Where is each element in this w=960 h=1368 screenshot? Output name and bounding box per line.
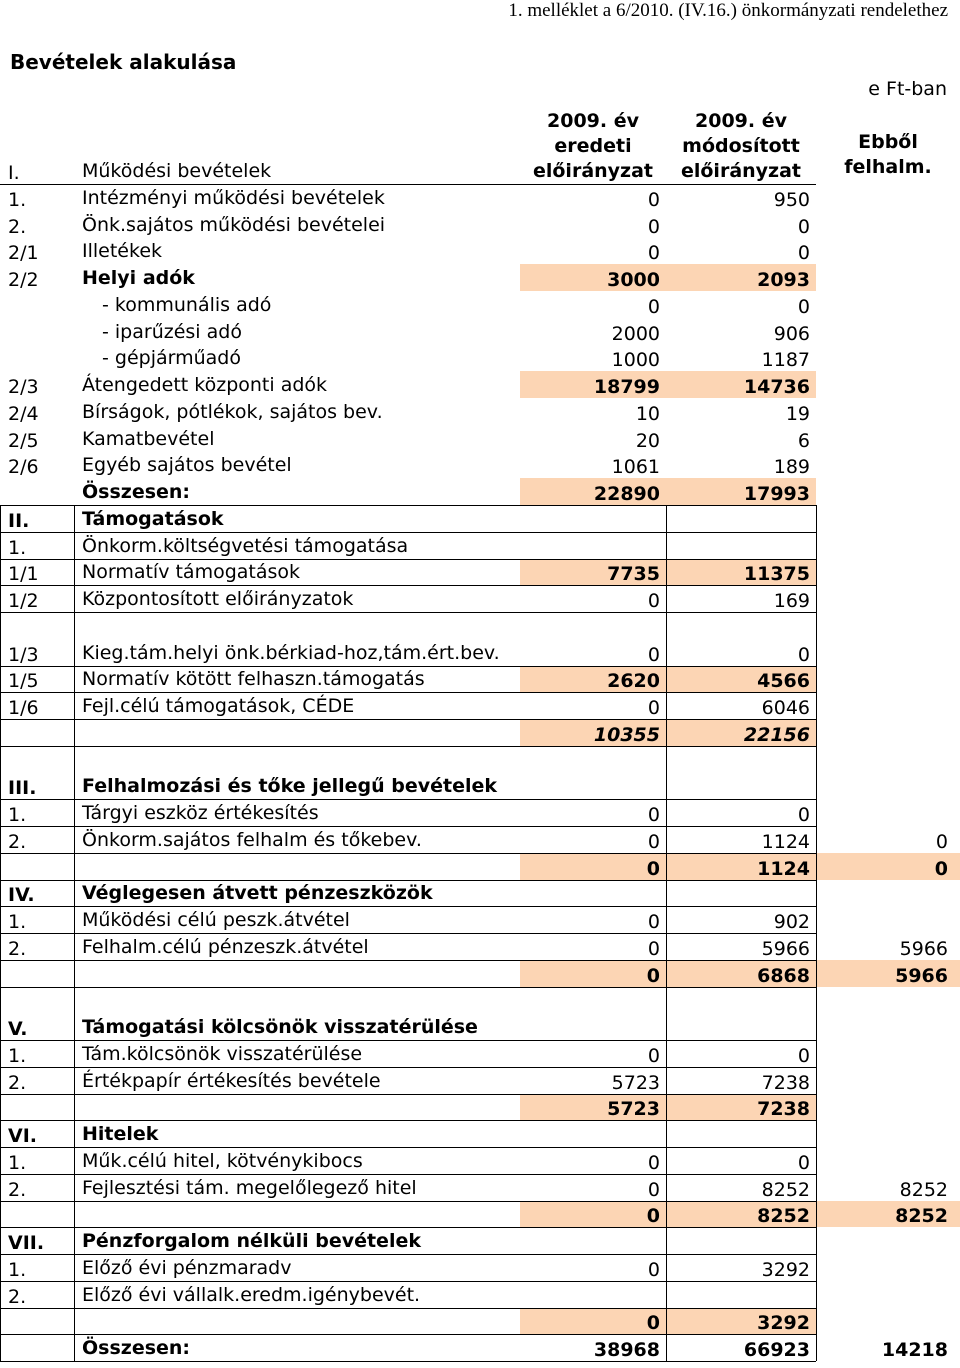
- row-label: [74, 1308, 520, 1335]
- grid-line: [0, 987, 816, 988]
- row-number: 2/1: [8, 242, 39, 265]
- row-label: [74, 853, 520, 880]
- original-value: [520, 505, 666, 532]
- section-title: Működési bevételek: [82, 160, 272, 182]
- grid-line: [0, 719, 816, 720]
- grid-line: [0, 826, 816, 827]
- capital-value: [816, 291, 960, 318]
- row-label: Hitelek: [82, 1123, 159, 1145]
- row-number: [0, 853, 74, 880]
- original-value: 0: [647, 937, 660, 960]
- modified-value: 22156: [666, 719, 816, 746]
- grid-line: [0, 960, 816, 961]
- table-row: [0, 425, 960, 452]
- capital-value: [816, 371, 960, 398]
- row-label: Előző évi vállalk.eredm.igénybevét.: [82, 1283, 421, 1306]
- row-number: II.: [8, 509, 30, 532]
- capital-value: [816, 719, 960, 746]
- row-label: Kamatbevétel: [82, 427, 215, 450]
- original-value: [520, 1227, 666, 1254]
- row-number: 1/1: [8, 563, 39, 586]
- modified-value: [666, 1281, 816, 1308]
- modified-value: 189: [773, 456, 810, 479]
- row-number: VII.: [8, 1232, 45, 1254]
- modified-value: 8252: [666, 1201, 816, 1228]
- capital-value: [816, 666, 960, 693]
- column-header-capital: Ebből felhalm.: [844, 131, 932, 178]
- grid-line: [0, 1040, 816, 1041]
- row-number: 1/5: [8, 670, 39, 693]
- original-value: 22890: [520, 478, 666, 505]
- row-label: - gépjárműadó: [102, 347, 241, 370]
- column-header-original: 2009. év eredeti előirányzat: [532, 110, 654, 182]
- modified-value: 0: [797, 643, 810, 666]
- row-number: 1.: [8, 1151, 27, 1174]
- row-label: - iparűzési adó: [102, 320, 242, 343]
- capital-value: [816, 692, 960, 719]
- modified-value: 8252: [761, 1178, 810, 1201]
- modified-value: 2093: [666, 264, 816, 291]
- original-value: 20: [635, 429, 660, 452]
- modified-value: [666, 880, 816, 907]
- capital-value: [816, 612, 960, 666]
- capital-value: [816, 559, 960, 586]
- original-value: [520, 880, 666, 907]
- original-value: 0: [647, 242, 660, 265]
- row-number: 1/2: [8, 590, 39, 612]
- row-label: - kommunális adó: [102, 293, 272, 316]
- original-value: 0: [647, 188, 660, 211]
- grid-line: [0, 933, 816, 934]
- modified-value: 66923: [743, 1339, 810, 1361]
- modified-value: 0: [797, 1151, 810, 1174]
- row-label: Véglegesen átvett pénzeszközök: [82, 882, 433, 905]
- row-label: Kieg.tám.helyi önk.bérkiad-hoz,tám.ért.bev.: [82, 641, 500, 664]
- original-value: 0: [647, 1044, 660, 1067]
- row-number: [0, 1094, 74, 1121]
- capital-value: [816, 1067, 960, 1094]
- row-label: Tám.kölcsönök visszatérülése: [82, 1042, 363, 1065]
- row-number: 1/6: [8, 697, 39, 719]
- grid-line: [0, 1281, 816, 1282]
- original-value: 1000: [611, 349, 660, 372]
- original-value: 0: [647, 1151, 660, 1174]
- row-label: Támogatások: [82, 507, 224, 530]
- modified-value: 0: [797, 242, 810, 265]
- modified-value: 1187: [761, 349, 810, 372]
- row-label: Felhalmozási és tőke jellegű bevételek: [82, 775, 498, 798]
- grid-line: [0, 853, 816, 854]
- row-number: VI.: [8, 1125, 37, 1147]
- grid-line: [0, 1067, 816, 1068]
- row-number: [0, 318, 74, 345]
- capital-value: [816, 452, 960, 479]
- original-value: 5723: [611, 1071, 660, 1094]
- capital-value: [816, 532, 960, 559]
- grid-line: [0, 1120, 816, 1121]
- original-value: 0: [647, 804, 660, 826]
- row-label: Önk.sajátos működési bevételei: [82, 213, 386, 236]
- grid-line: [0, 906, 816, 907]
- capital-value: [816, 211, 960, 238]
- row-number: 2.: [8, 830, 27, 853]
- capital-value: [816, 1281, 960, 1308]
- table-row: [0, 264, 960, 291]
- table-row: [0, 238, 960, 265]
- modified-value: 0: [797, 215, 810, 238]
- row-number: 1.: [8, 536, 27, 559]
- original-value: 0: [647, 295, 660, 318]
- column-header-modified: 2009. év módosított előirányzat: [680, 110, 802, 182]
- row-number: III.: [8, 777, 37, 800]
- row-label: Egyéb sajátos bevétel: [82, 454, 292, 477]
- row-number: 2/2: [8, 269, 39, 291]
- capital-value: [816, 987, 960, 1041]
- capital-value: 5966: [899, 937, 948, 960]
- row-label: Értékpapír értékesítés bevétele: [82, 1069, 381, 1092]
- original-value: 3000: [520, 264, 666, 291]
- row-label: Pénzforgalom nélküli bevételek: [82, 1230, 421, 1252]
- table-row: [0, 211, 960, 238]
- row-label: Normatív támogatások: [82, 561, 301, 584]
- original-value: 0: [647, 1178, 660, 1201]
- modified-value: 902: [773, 911, 810, 933]
- modified-value: 950: [773, 188, 810, 211]
- original-value: [520, 532, 666, 559]
- row-number: [0, 1308, 74, 1335]
- row-label: Illetékek: [82, 240, 163, 263]
- row-number: 2.: [8, 1285, 27, 1308]
- capital-value: [816, 238, 960, 265]
- capital-value: [816, 1094, 960, 1121]
- modified-value: 1124: [666, 853, 816, 880]
- modified-value: 7238: [761, 1071, 810, 1094]
- row-label: Önkorm.sajátos felhalm és tőkebev.: [82, 828, 422, 851]
- row-label: Összesen:: [82, 1337, 191, 1359]
- row-number: [0, 345, 74, 372]
- row-label: [74, 1094, 520, 1121]
- table-row: [0, 318, 960, 345]
- row-label: Intézményi működési bevételek: [82, 186, 385, 209]
- original-value: 0: [647, 697, 660, 719]
- original-value: [520, 987, 666, 1041]
- grid-line: [0, 184, 816, 185]
- capital-value: 8252: [816, 1201, 960, 1228]
- original-value: 0: [520, 853, 666, 880]
- row-label: Helyi adók: [82, 267, 195, 289]
- original-value: 2000: [611, 322, 660, 345]
- modified-value: 5966: [761, 937, 810, 960]
- capital-value: 8252: [899, 1178, 948, 1201]
- row-number: 1.: [8, 1044, 27, 1067]
- original-value: [520, 1281, 666, 1308]
- unit-label: e Ft-ban: [868, 78, 947, 100]
- annex-note: 1. melléklet a 6/2010. (IV.16.) önkormányzati rendelethez: [508, 0, 948, 21]
- row-label: [74, 719, 520, 746]
- row-label: Előző évi pénzmaradv: [82, 1256, 292, 1279]
- capital-value: [816, 478, 960, 505]
- row-label: Fejl.célú támogatások, CÉDE: [82, 695, 355, 717]
- grid-line: [0, 612, 816, 613]
- row-number: [0, 478, 74, 505]
- capital-value: [816, 345, 960, 372]
- grid-line: [0, 880, 816, 881]
- modified-value: 19: [785, 402, 810, 425]
- capital-value: [816, 1120, 960, 1147]
- grid-line: [0, 1174, 816, 1175]
- modified-value: [666, 532, 816, 559]
- modified-value: 4566: [666, 666, 816, 693]
- grid-line: [0, 505, 1, 1361]
- row-label: Támogatási kölcsönök visszatérülése: [82, 1016, 478, 1038]
- original-value: [520, 1120, 666, 1147]
- grid-line: [0, 746, 816, 747]
- modified-value: 1124: [761, 830, 810, 853]
- row-label: Működési célú peszk.átvétel: [82, 909, 350, 931]
- revenue-table: [0, 104, 960, 1361]
- grid-line: [0, 692, 816, 693]
- grid-line: [816, 505, 817, 1361]
- capital-value: [816, 1040, 960, 1067]
- row-number: [0, 291, 74, 318]
- row-number: 2.: [8, 215, 27, 238]
- capital-value: [816, 1147, 960, 1174]
- grid-line: [0, 1227, 816, 1228]
- row-number: 1.: [8, 188, 27, 211]
- capital-value: [816, 906, 960, 933]
- table-row: [0, 478, 960, 505]
- table-row: [0, 398, 960, 425]
- row-label: [74, 1201, 520, 1228]
- original-value: 1061: [611, 456, 660, 479]
- capital-value: [816, 425, 960, 452]
- modified-value: [666, 746, 816, 800]
- capital-value: [816, 1308, 960, 1335]
- row-number: 1.: [8, 911, 27, 933]
- modified-value: 7238: [666, 1094, 816, 1121]
- grid-line: [0, 1201, 816, 1202]
- modified-value: [666, 987, 816, 1041]
- capital-value: [816, 1227, 960, 1254]
- capital-value: [816, 1254, 960, 1281]
- row-number: 1.: [8, 1258, 27, 1281]
- grid-line: [74, 505, 75, 1361]
- row-number: V.: [8, 1018, 28, 1040]
- grid-line: [0, 1334, 816, 1335]
- capital-value: 0: [935, 830, 948, 853]
- table-row: [0, 371, 960, 398]
- modified-value: 3292: [666, 1308, 816, 1335]
- row-number: 1/3: [8, 643, 39, 666]
- row-number: IV.: [8, 884, 35, 907]
- grid-line: [0, 1308, 816, 1309]
- table-row: [0, 345, 960, 372]
- grid-line: [0, 1147, 816, 1148]
- row-number: [0, 719, 74, 746]
- grid-line: [0, 505, 816, 506]
- row-number: 2.: [8, 937, 27, 960]
- row-label: Összesen:: [82, 481, 191, 503]
- modified-value: 0: [797, 295, 810, 318]
- original-value: 5723: [520, 1094, 666, 1121]
- table-row: [0, 291, 960, 318]
- original-value: 2620: [520, 666, 666, 693]
- original-value: [520, 746, 666, 800]
- original-value: 0: [647, 1258, 660, 1281]
- row-number: [0, 1334, 74, 1361]
- modified-value: [666, 1120, 816, 1147]
- row-label: Felhalm.célú pénzeszk.átvétel: [82, 935, 369, 958]
- modified-value: [666, 1227, 816, 1254]
- modified-value: [666, 505, 816, 532]
- grid-line: [0, 799, 816, 800]
- capital-value: [816, 184, 960, 211]
- capital-value: 5966: [816, 960, 960, 987]
- modified-value: 14736: [666, 371, 816, 398]
- modified-value: 169: [773, 590, 810, 612]
- table-header: [0, 104, 960, 184]
- page-title: Bevételek alakulása: [10, 50, 237, 74]
- row-label: Normatív kötött felhaszn.támogatás: [82, 668, 425, 691]
- capital-value: [816, 264, 960, 291]
- row-number: 2/3: [8, 376, 39, 398]
- original-value: 0: [647, 911, 660, 933]
- modified-value: 3292: [761, 1258, 810, 1281]
- modified-value: 6868: [666, 960, 816, 987]
- capital-value: [816, 799, 960, 826]
- row-label: Tárgyi eszköz értékesítés: [82, 802, 319, 824]
- capital-value: 0: [816, 853, 960, 880]
- original-value: 0: [647, 643, 660, 666]
- row-label: Műk.célú hitel, kötvénykibocs: [82, 1149, 363, 1172]
- row-label: Önkorm.költségvetési támogatása: [82, 534, 409, 557]
- capital-value: [816, 398, 960, 425]
- original-value: 10: [635, 402, 660, 425]
- row-number: [0, 1201, 74, 1228]
- row-label: Fejlesztési tám. megelőlegező hitel: [82, 1176, 417, 1199]
- original-value: 0: [647, 590, 660, 612]
- modified-value: 906: [773, 322, 810, 345]
- capital-value: [816, 746, 960, 800]
- capital-value: [816, 880, 960, 907]
- row-number: 2/6: [8, 456, 39, 479]
- grid-line: [0, 585, 816, 586]
- modified-value: 6046: [761, 697, 810, 719]
- row-label: Bírságok, pótlékok, sajátos bev.: [82, 400, 383, 423]
- row-label: [74, 960, 520, 987]
- row-number: 2/4: [8, 402, 39, 425]
- row-number: 2/5: [8, 429, 39, 452]
- original-value: 0: [520, 960, 666, 987]
- modified-value: 6: [797, 429, 810, 452]
- capital-value: [816, 318, 960, 345]
- capital-value: 14218: [881, 1339, 948, 1361]
- grid-line: [666, 505, 667, 1361]
- original-value: 18799: [520, 371, 666, 398]
- grid-line: [0, 1094, 816, 1095]
- row-number: 1.: [8, 804, 27, 826]
- modified-value: 11375: [666, 559, 816, 586]
- row-label: Átengedett központi adók: [82, 374, 328, 396]
- modified-value: 0: [797, 804, 810, 826]
- row-number: 2.: [8, 1178, 27, 1201]
- original-value: 0: [647, 215, 660, 238]
- table-row: [0, 184, 960, 211]
- capital-value: [816, 505, 960, 532]
- original-value: 7735: [520, 559, 666, 586]
- original-value: 10355: [520, 719, 666, 746]
- grid-line: [0, 532, 816, 533]
- capital-value: [816, 585, 960, 612]
- original-value: 0: [520, 1201, 666, 1228]
- row-label: Központosított előirányzatok: [82, 588, 354, 610]
- grid-line: [0, 666, 816, 667]
- row-number: [0, 960, 74, 987]
- grid-line: [0, 1361, 816, 1362]
- modified-value: 17993: [666, 478, 816, 505]
- table-row: [0, 452, 960, 479]
- original-value: 0: [647, 830, 660, 853]
- modified-value: 0: [797, 1044, 810, 1067]
- section-number: I.: [8, 162, 20, 184]
- grid-line: [0, 559, 816, 560]
- original-value: 0: [520, 1308, 666, 1335]
- row-number: 2.: [8, 1071, 27, 1094]
- original-value: 38968: [593, 1339, 660, 1361]
- grid-line: [0, 1254, 816, 1255]
